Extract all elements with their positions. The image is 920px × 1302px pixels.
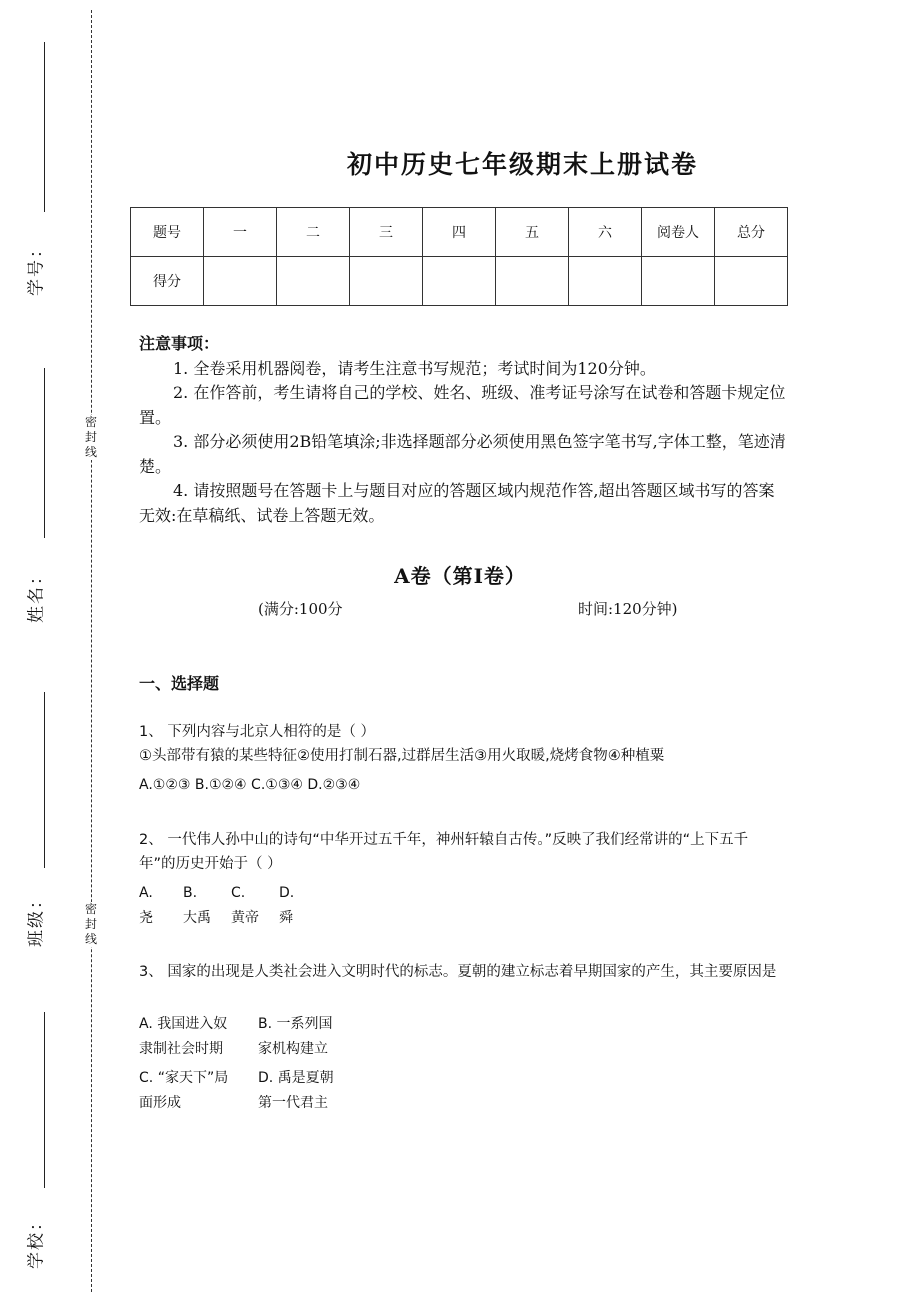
seal-line-text-bottom: 密封线 — [84, 902, 97, 946]
question-statements: ①头部带有猿的某些特征②使用打制石器,过群居生活③用火取暖,烧烤食物④种植粟 — [139, 748, 665, 764]
option-text: 舜 — [279, 910, 293, 926]
score-table — [130, 207, 788, 306]
header-cell: 总分 — [715, 208, 788, 257]
name-underline — [44, 368, 45, 538]
option-text: 大禹 — [183, 910, 211, 926]
header-cell: 阅卷人 — [642, 208, 715, 257]
binding-dashed-line — [91, 10, 92, 1292]
option-letter: C. — [231, 885, 246, 901]
option-text: 面形成 — [139, 1095, 181, 1111]
option-text: 禹是夏朝 — [277, 1070, 334, 1086]
note-item: 4. 请按照题号在答题卡上与题目对应的答题区域内规范作答,超出答题区域书写的答案无效:在草稿纸、试卷上答题无效。 — [139, 481, 775, 525]
option-d[interactable] — [279, 881, 327, 931]
option-d[interactable] — [258, 1066, 388, 1116]
option-text: 第一代君主 — [258, 1095, 328, 1111]
score-cell — [496, 257, 569, 306]
score-table-header-row — [131, 208, 788, 257]
option-b[interactable] — [183, 881, 231, 931]
header-cell: 三 — [350, 208, 423, 257]
option-letter: B. — [258, 1016, 273, 1032]
option-letter: B. — [183, 885, 198, 901]
full-score-text: (满分:100分 — [258, 600, 343, 618]
header-cell: 二 — [277, 208, 350, 257]
option-letter: A. — [139, 1016, 153, 1032]
exam-title: 初中历史七年级期末上册试卷 — [346, 150, 698, 179]
question-1 — [139, 720, 784, 798]
student-id-underline — [44, 42, 45, 212]
name-label: 姓名： — [26, 566, 47, 623]
question-3-options — [139, 1012, 399, 1116]
header-cell: 五 — [496, 208, 569, 257]
student-id-label: 学号： — [26, 239, 47, 296]
option-letter: D. — [258, 1070, 274, 1086]
class-underline — [44, 692, 45, 868]
seal-line-text-top: 密封线 — [84, 415, 97, 459]
score-cell — [715, 257, 788, 306]
score-cell — [204, 257, 277, 306]
option-text: “家天下”局 — [157, 1070, 229, 1086]
class-label: 班级： — [26, 890, 47, 947]
option-letter: D. — [279, 885, 295, 901]
question-3 — [139, 960, 784, 984]
question-stem: 3、 国家的出现是人类社会进入文明时代的标志。夏朝的建立标志着早期国家的产生，其主要原因是 — [139, 964, 777, 980]
header-cell: 题号 — [131, 208, 204, 257]
score-cell — [569, 257, 642, 306]
score-cell — [423, 257, 496, 306]
header-cell: 四 — [423, 208, 496, 257]
option-a[interactable] — [139, 1012, 258, 1062]
option-b[interactable] — [258, 1012, 388, 1062]
score-cell — [277, 257, 350, 306]
notes-section — [139, 332, 787, 528]
note-item: 3. 部分必须使用2B铅笔填涂;非选择题部分必须使用黑色签字笔书写,字体工整，笔迹清楚。 — [139, 432, 786, 476]
option-letter: A. — [139, 885, 153, 901]
section-title: A卷（第I卷） — [394, 564, 526, 588]
score-cell — [642, 257, 715, 306]
score-cell — [350, 257, 423, 306]
note-item: 1. 全卷采用机器阅卷，请考生注意书写规范；考试时间为120分钟。 — [173, 358, 656, 378]
option-c[interactable] — [139, 1066, 258, 1116]
option-text: 尧 — [139, 910, 153, 926]
question-2 — [139, 828, 784, 876]
option-letter: C. — [139, 1070, 154, 1086]
option-text: 一系列国 — [276, 1016, 333, 1032]
score-row-label: 得分 — [131, 257, 204, 306]
score-table-score-row — [131, 257, 788, 306]
question-stem: 1、 下列内容与北京人相符的是（ ） — [139, 724, 375, 740]
option-text: 黄帝 — [231, 910, 259, 926]
note-item: 2. 在作答前，考生请将自己的学校、姓名、班级、准考证号涂写在试卷和答题卡规定位置。 — [139, 383, 786, 427]
time-text: 时间:120分钟) — [578, 600, 678, 618]
school-underline — [44, 1012, 45, 1188]
option-text: 我国进入奴 — [157, 1016, 228, 1032]
option-text: 隶制社会时期 — [139, 1041, 223, 1057]
question-stem: 2、 一代伟人孙中山的诗句“中华开过五千年，神州轩辕自古传。”反映了我们经常讲的“上下五千年”的历史开始于（ ） — [139, 832, 749, 872]
header-cell: 一 — [204, 208, 277, 257]
option-text: 家机构建立 — [258, 1041, 328, 1057]
notes-heading: 注意事项： — [139, 334, 220, 353]
option-a[interactable] — [139, 881, 183, 931]
school-label: 学校： — [26, 1212, 47, 1269]
question-2-options — [139, 881, 327, 931]
header-cell: 六 — [569, 208, 642, 257]
part-title: 一、选择题 — [139, 674, 220, 693]
option-c[interactable] — [231, 881, 279, 931]
question-options: A.①②③ B.①②④ C.①③④ D.②③④ — [139, 777, 361, 793]
